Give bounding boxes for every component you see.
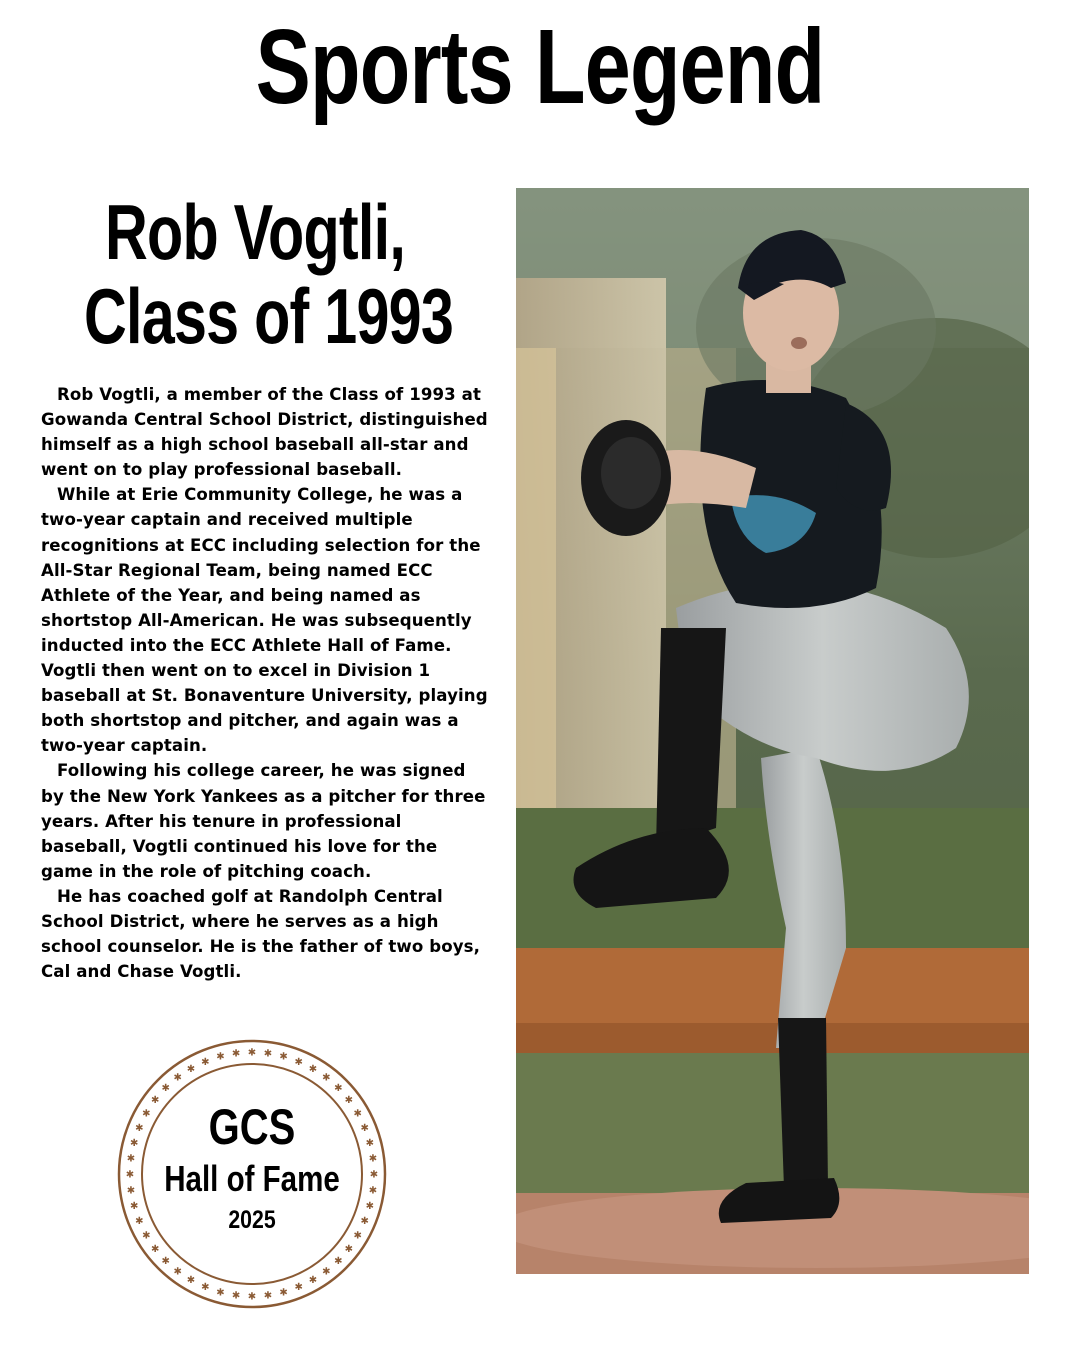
seal-star-icon: ✱ <box>353 1108 362 1120</box>
seal-star-icon: ✱ <box>344 1095 353 1107</box>
seal-star-icon: ✱ <box>186 1275 196 1287</box>
bio-paragraph: He has coached golf at Randolph Central School District, where he serves as a high school counselor. He is the father of two boys, Cal and Chase Vogtli. <box>41 886 480 982</box>
seal-star-icon: ✱ <box>130 1201 139 1213</box>
inductee-heading <box>84 188 454 360</box>
pitcher-photo-illustration <box>516 188 1029 1274</box>
inductee-class: Class of 1993 <box>84 272 454 360</box>
seal-star-icon: ✱ <box>186 1063 196 1075</box>
seal-star-icon: ✱ <box>369 1169 379 1181</box>
seal-star-icon: ✱ <box>130 1137 139 1149</box>
seal-star-icon: ✱ <box>263 1290 273 1302</box>
seal-star-icon: ✱ <box>322 1072 331 1084</box>
seal-star-icon: ✱ <box>161 1255 170 1267</box>
seal-star-icon: ✱ <box>308 1063 318 1075</box>
seal-star-icon: ✱ <box>126 1153 136 1165</box>
bio-paragraph: While at Erie Community College, he was a two-year captain and received multiple recognitions at ECC including selection for the All-Star Regional Team, being named ECC Athlete of the Year, and being named as shortstop All-American. He was subsequently inducted into the ECC Athlete Hall of Fame. Vogtli then went on to excel in Division 1 baseball at St. Bonaventure University, playing both shortstop and pitcher, and again was a two-year captain. <box>41 485 488 756</box>
seal-star-icon: ✱ <box>368 1185 378 1197</box>
bio-paragraph: Following his college career, he was signed by the New York Yankees as a pitcher for three years. After his tenure in professional baseball, Vogtli continued his love for the game in the role of pitching coach. <box>41 761 486 881</box>
seal-star-icon: ✱ <box>365 1201 374 1213</box>
inductee-name: Rob Vogtli, <box>104 188 406 276</box>
seal-star-icon: ✱ <box>142 1230 151 1242</box>
seal-gcs-text: GCS <box>208 1099 296 1155</box>
seal-hall-of-fame-text: Hall of Fame <box>164 1158 340 1199</box>
seal-star-icon: ✱ <box>231 1290 241 1302</box>
seal-star-icon: ✱ <box>142 1108 151 1120</box>
seal-star-icon: ✱ <box>279 1051 288 1063</box>
seal-star-icon: ✱ <box>263 1048 273 1060</box>
seal-star-icon: ✱ <box>308 1275 318 1287</box>
seal-star-icon: ✱ <box>365 1137 374 1149</box>
seal-star-icon: ✱ <box>368 1153 378 1165</box>
seal-star-icon: ✱ <box>247 1047 257 1059</box>
seal-star-icon: ✱ <box>334 1083 343 1095</box>
seal-star-icon: ✱ <box>135 1216 144 1228</box>
page-title: Sports Legend <box>255 8 825 126</box>
seal-star-icon: ✱ <box>173 1266 182 1278</box>
seal-star-icon: ✱ <box>294 1282 303 1294</box>
seal-star-icon: ✱ <box>161 1083 170 1095</box>
seal-star-icon: ✱ <box>247 1291 257 1303</box>
seal-star-icon: ✱ <box>294 1056 303 1068</box>
seal-star-icon: ✱ <box>322 1266 331 1278</box>
bio-paragraph: Rob Vogtli, a member of the Class of 1993 at Gowanda Central School District, distinguished himself as a high school baseball all-star and went on to play professional baseball. <box>41 385 488 480</box>
seal-star-icon: ✱ <box>173 1072 182 1084</box>
seal-star-icon: ✱ <box>126 1185 136 1197</box>
biography <box>41 382 493 984</box>
seal-star-icon: ✱ <box>360 1216 369 1228</box>
seal-star-icon: ✱ <box>279 1287 288 1299</box>
seal-star-icon: ✱ <box>216 1051 225 1063</box>
seal-star-icon: ✱ <box>360 1122 369 1134</box>
seal-star-icon: ✱ <box>201 1056 210 1068</box>
seal-star-icon: ✱ <box>151 1243 160 1255</box>
seal-year-text: 2025 <box>228 1206 276 1234</box>
pitcher-photo <box>516 188 1029 1274</box>
seal-star-icon: ✱ <box>344 1243 353 1255</box>
seal-star-icon: ✱ <box>334 1255 343 1267</box>
seal-star-icon: ✱ <box>135 1122 144 1134</box>
seal-star-icon: ✱ <box>216 1287 225 1299</box>
seal-star-icon: ✱ <box>201 1282 210 1294</box>
seal-star-icon: ✱ <box>151 1095 160 1107</box>
seal-star-icon: ✱ <box>353 1230 362 1242</box>
seal-star-icon: ✱ <box>125 1169 135 1181</box>
hall-of-fame-seal <box>116 1038 388 1310</box>
seal-star-icon: ✱ <box>231 1048 241 1060</box>
